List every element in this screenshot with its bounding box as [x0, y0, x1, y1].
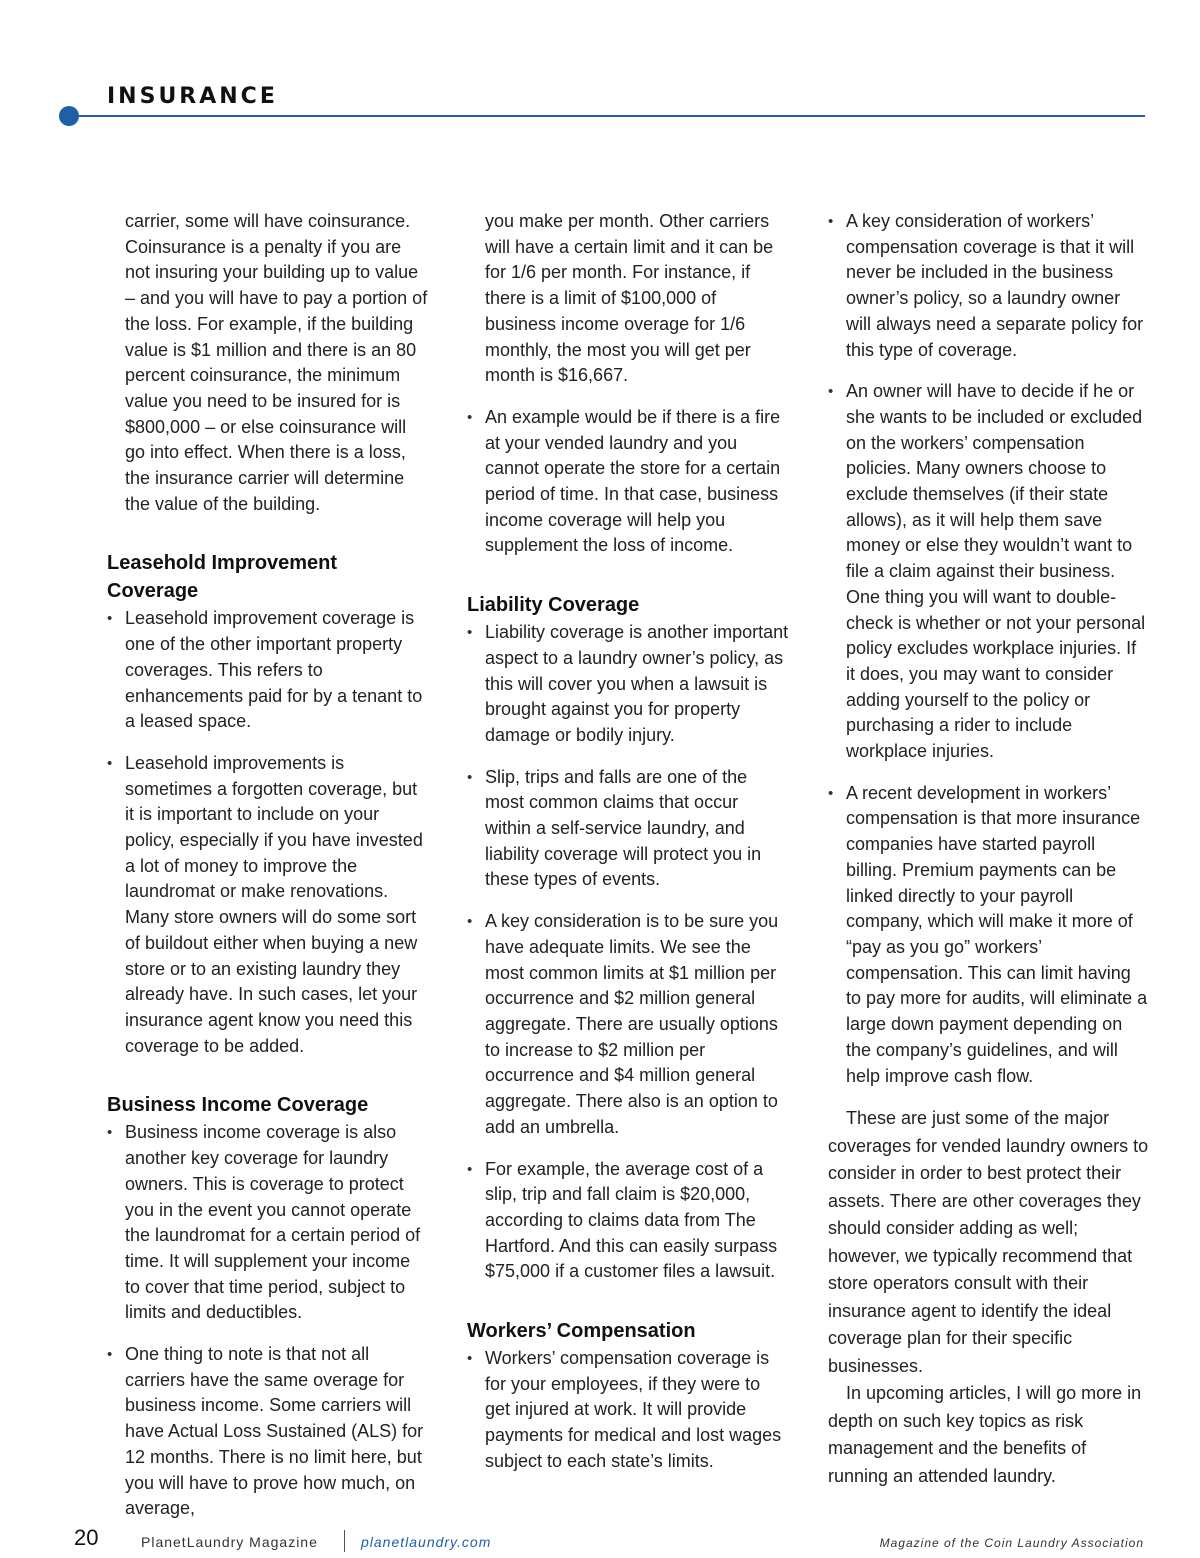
footer-website-link[interactable]: planetlaundry.com: [361, 1534, 492, 1550]
header-rule: [68, 115, 1145, 117]
continuation-paragraph: you make per month. Other carriers will have a certain limit and it can be for 1/6 per month. For instance, if there is a limit of $100,000 of business income overage for 1/6 monthly, the most you will get per month is $16,667.: [485, 211, 774, 386]
business-income-heading: Business Income Coverage: [107, 1094, 369, 1117]
footer-magazine-name: PlanetLaundry Magazine: [141, 1534, 318, 1550]
page-number: 20: [74, 1525, 99, 1550]
header-title: INSURANCE: [107, 84, 278, 109]
liability-heading: Liability Coverage: [467, 594, 640, 617]
leasehold-heading: Leasehold Improvement Coverage: [107, 552, 338, 603]
liability-bullet: • A key consideration is to be sure you have adequate limits. We see the most common limits at $1 million per occurrence and $2 million general aggregate. There are usually options to increase to $2 million per occurrence and $4 million general aggregate. There also is an option to add an umbrella.: [467, 909, 789, 1140]
workers-comp-bullet: • Workers’ compensation coverage is for your employees, if they were to get injured at work. It will provide payments for medical and lost wages subject to each state’s limits.: [467, 1346, 789, 1475]
continuation-paragraph: carrier, some will have coinsurance. Coinsurance is a penalty if you are not insuring your building up to value – and you will have to pay a portion of the loss. For example, if the building value is $1 million and there is an 80 percent coinsurance, the minimum value you need to be insured for is $800,000 – or else coinsurance will go into effect. When there is a loss, the insurance carrier will determine the value of the building.: [125, 211, 428, 514]
liability-bullet: • Slip, trips and falls are one of the most common claims that occur within a self-service laundry, and liability coverage will protect you in these types of events.: [467, 765, 789, 894]
footer-tagline: Magazine of the Coin Laundry Association: [879, 1536, 1144, 1550]
workers-comp-bullet: • A recent development in workers’ compensation is that more insurance companies have started payroll billing. Premium payments can be linked directly to your payroll company, which will make it more of “pay as you go” workers’ compensation. This can limit having to pay more for audits, will eliminate a large down payment depending on the company’s guidelines, and will help improve cash flow.: [828, 781, 1150, 1089]
article-column-1: [107, 209, 429, 1538]
article-column-2: [467, 209, 789, 1491]
workers-comp-bullet: • An owner will have to decide if he or she wants to be included or excluded on the workers’ compensation policies. Many owners choose to exclude themselves (if their state allows), as it will help them save money or else they wouldn’t want to file a claim against their business. One thing you will want to double-check is whether or not your personal policy excludes workplace injuries. If it does, you may want to consider adding yourself to the policy or purchasing a rider to include workplace injuries.: [828, 379, 1150, 765]
liability-bullet: • Liability coverage is another important aspect to a laundry owner’s policy, as this will cover you when a lawsuit is brought against you for property damage or bodily injury.: [467, 620, 789, 749]
workers-comp-heading: Workers’ Compensation: [467, 1320, 696, 1343]
closing-paragraph: These are just some of the major coverages for vended laundry owners to consider in order to best protect their assets. There are other coverages they should consider adding as well; however, we typically recommend that store operators consult with their insurance agent to identify the ideal coverage plan for their specific businesses.: [828, 1108, 1149, 1376]
business-income-bullet: • One thing to note is that not all carriers have the same overage for business income. Some carriers will have Actual Loss Sustained (ALS) for 12 months. There is no limit here, but you will have to prove how much, on average,: [107, 1342, 429, 1522]
business-income-bullet: • Business income coverage is also another key coverage for laundry owners. This is coverage to protect you in the event you cannot operate the laundromat for a certain period of time. It will supplement your income to cover that time period, subject to limits and deductibles.: [107, 1120, 429, 1326]
article-column-3: [828, 209, 1150, 1490]
leasehold-bullet: • Leasehold improvements is sometimes a forgotten coverage, but it is important to include on your policy, especially if you have invested a lot of money to improve the laundromat or make renovations. Many store owners will do some sort of buildout either when buying a new store or to an existing laundry they already have. In such cases, let your insurance agent know you need this coverage to be added.: [107, 751, 429, 1059]
business-income-bullet: • An example would be if there is a fire at your vended laundry and you cannot operate the store for a certain period of time. In that case, business income coverage will help you supplement the loss of income.: [467, 405, 789, 559]
leasehold-bullet: • Leasehold improvement coverage is one of the other important property coverages. This refers to enhancements paid for by a tenant to a leased space.: [107, 606, 429, 735]
footer-divider: [344, 1530, 345, 1552]
workers-comp-bullet: • A key consideration of workers’ compensation coverage is that it will never be included in the business owner’s policy, so a laundry owner will always need a separate policy for this type of coverage.: [828, 209, 1150, 363]
closing-paragraph: In upcoming articles, I will go more in depth on such key topics as risk management and the benefits of running an attended laundry.: [828, 1383, 1142, 1486]
liability-bullet: • For example, the average cost of a slip, trip and fall claim is $20,000, according to claims data from The Hartford. And this can easily surpass $75,000 if a customer files a lawsuit.: [467, 1157, 789, 1286]
